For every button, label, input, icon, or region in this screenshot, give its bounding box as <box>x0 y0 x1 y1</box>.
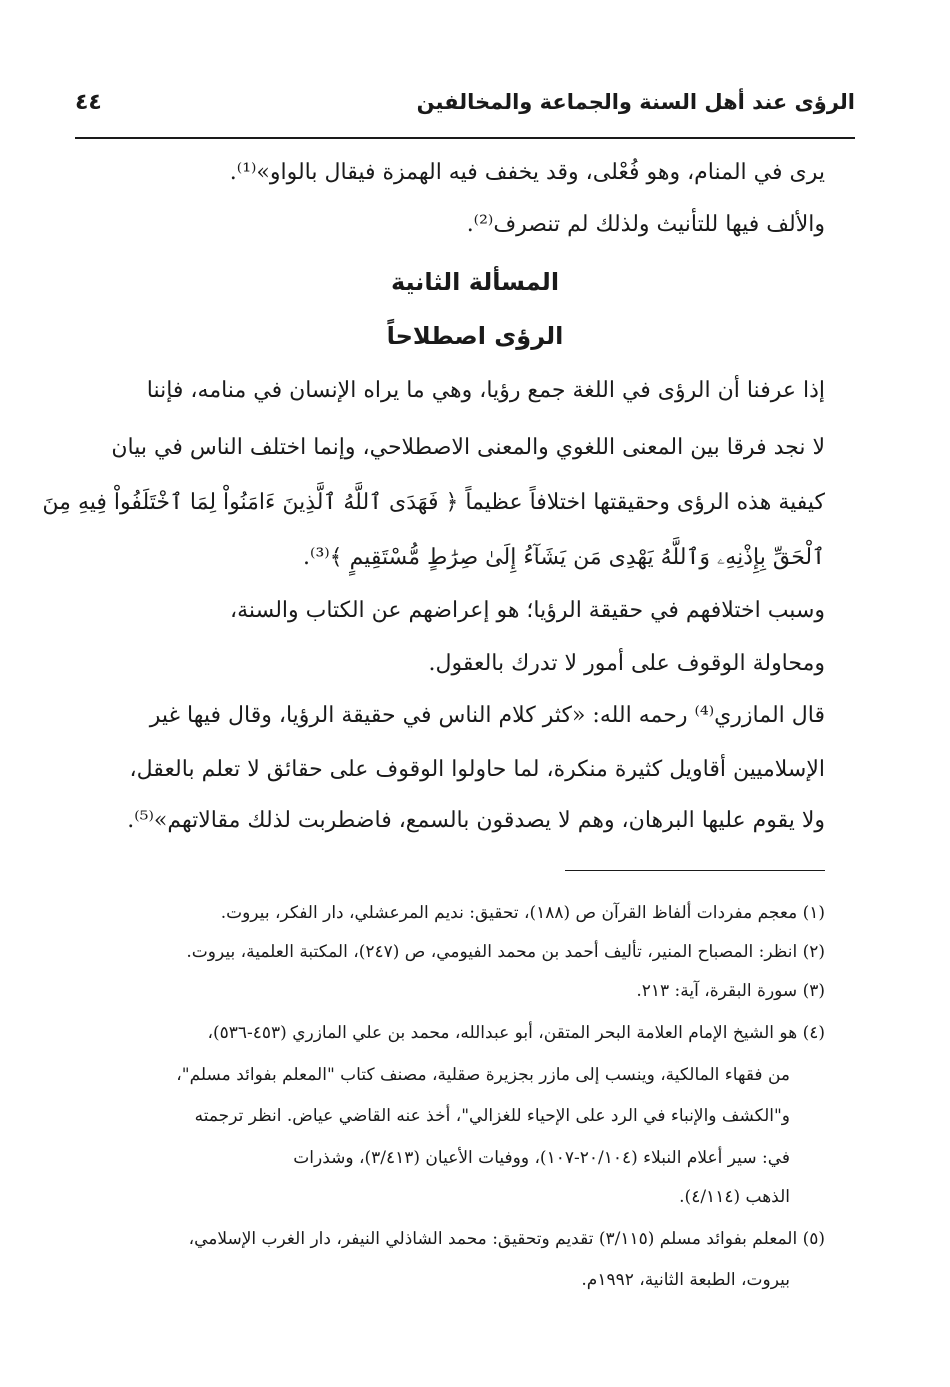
running-header <box>75 88 855 128</box>
page-number: ٤٤ <box>75 90 102 115</box>
footnote-1: (١) معجم مفردات ألفاظ القرآن ص (١٨٨)، تحقيق: نديم المرعشلي، دار الفكر، بيروت. <box>220 903 825 923</box>
body-line-2: والألف فيها للتأنيث ولذلك لم تنصرف⁽²⁾. <box>466 212 825 237</box>
body-line-9: قال المازري⁽⁴⁾ رحمه الله: «كثر كلام الناس في حقيقة الرؤيا، وقال فيها غير <box>149 703 825 728</box>
body-line-8: ومحاولة الوقوف على أمور لا تدرك بالعقول. <box>428 651 825 676</box>
footnote-5-line-2: بيروت، الطبعة الثانية، ١٩٩٢م. <box>581 1270 790 1290</box>
footnote-4-line-4: في: سير أعلام النبلاء (٢٠/١٠٤-١٠٧)، ووفيات الأعيان (٣/٤١٣)، وشذرات <box>293 1148 790 1168</box>
footnote-4: (٤) هو الشيخ الإمام العلامة البحر المتقن، أبو عبدالله، محمد بن علي المازري (٤٥٣-٥٣٦)، <box>207 1023 825 1043</box>
subsection-heading: الرؤى اصطلاحاً <box>386 322 564 350</box>
body-line-6: ٱلْحَقِّ بِإِذْنِهِۦ وَٱللَّهُ يَهْدِى مَن يَشَآءُ إِلَىٰ صِرَٰطٍ مُّسْتَقِيمٍ ﴾⁽³⁾. <box>303 545 825 570</box>
footnote-2: (٢) انظر: المصباح المنير، تأليف أحمد بن محمد الفيومي، ص (٢٤٧)، المكتبة العلمية، بيروت. <box>186 942 825 962</box>
body-line-4: لا نجد فرقا بين المعنى اللغوي والمعنى الاصطلاحي، وإنما اختلف الناس في بيان <box>111 435 825 460</box>
body-line-10: الإسلاميين أقاويل كثيرة منكرة، لما حاولوا الوقوف على حقائق لا تعلم بالعقل، <box>129 757 825 782</box>
footnote-rule <box>565 870 825 871</box>
footnote-4-line-2: من فقهاء المالكية، وينسب إلى مازر بجزيرة صقلية، مصنف كتاب "المعلم بفوائد مسلم"، <box>176 1065 790 1085</box>
body-line-5: كيفية هذه الرؤى وحقيقتها اختلافاً عظيماً ﴿ فَهَدَى ٱللَّهُ ٱلَّذِينَ ءَامَنُواْ لِمَا ٱخْتَلَفُواْ فِيهِ مِنَ <box>42 490 825 515</box>
body-line-1: يرى في المنام، وهو فُعْلى، وقد يخفف فيه الهمزة فيقال بالواو»⁽¹⁾. <box>229 160 825 185</box>
footnote-4-line-5: الذهب (٤/١١٤). <box>679 1187 790 1207</box>
footnote-3: (٣) سورة البقرة، آية: ٢١٣. <box>636 981 825 1001</box>
body-line-11: ولا يقوم عليها البرهان، وهم لا يصدقون بالسمع، فاضطربت لذلك مقالاتهم»⁽⁵⁾. <box>127 808 825 833</box>
body-line-7: وسبب اختلافهم في حقيقة الرؤيا؛ هو إعراضهم عن الكتاب والسنة، <box>230 598 825 623</box>
footnote-4-line-3: و"الكشف والإنباء في الرد على الإحياء للغزالي"، أخذ عنه القاضي عياض. انظر ترجمته <box>194 1106 790 1126</box>
body-line-3: إذا عرفنا أن الرؤى في اللغة جمع رؤيا، وهي ما يراه الإنسان في منامه، فإننا <box>146 378 825 403</box>
header-rule <box>75 137 855 139</box>
footnote-5: (٥) المعلم بفوائد مسلم (٣/١١٥) تقديم وتحقيق: محمد الشاذلي النيفر، دار الغرب الإسلامي، <box>188 1229 825 1249</box>
header-title: الرؤى عند أهل السنة والجماعة والمخالفين <box>416 90 855 114</box>
section-heading: المسألة الثانية <box>390 268 560 296</box>
